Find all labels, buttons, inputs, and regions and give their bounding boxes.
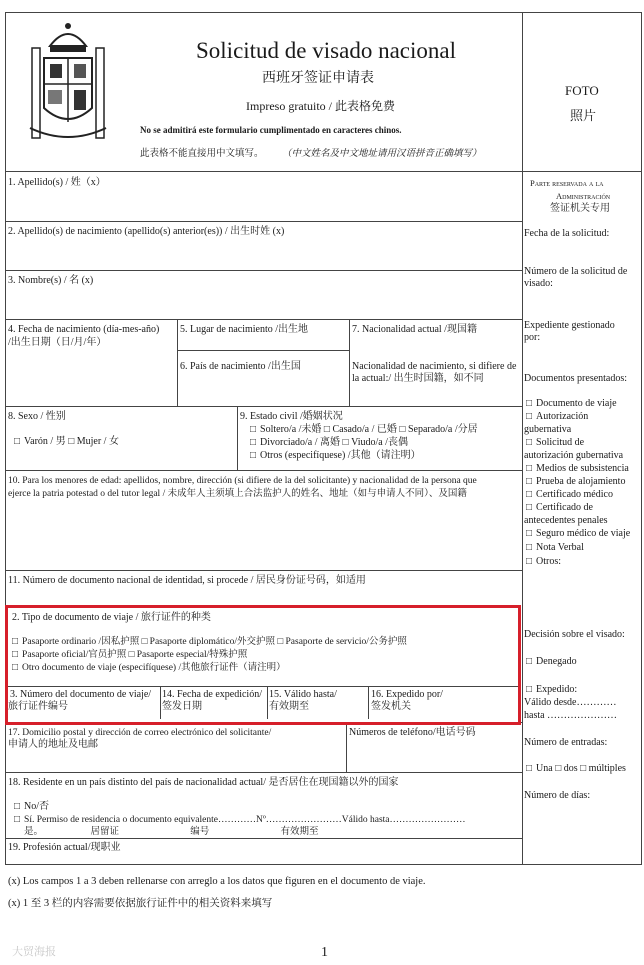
admin-doc-item[interactable]: □ Seguro médico de viaje (526, 528, 630, 540)
field-7-label: 7. Nacionalidad actual /现国籍 (352, 324, 477, 335)
field-7b-label-2: la actual:/ 出生时国籍，如不同 (352, 373, 484, 384)
warning-zh: 此表格不能直接用中文填写。 (140, 149, 264, 159)
photo-label-zh: 照片 (570, 108, 597, 123)
field-4-label: 4. Fecha de nacimiento (día-mes-año) (8, 324, 160, 335)
admin-documentos: Documentos presentados: (524, 373, 628, 384)
field-8-label: 8. Sexo / 性别 (8, 411, 66, 422)
admin-doc-item: antecedentes penales (524, 515, 608, 526)
admin-doc-item[interactable]: □ Certificado médico (526, 489, 613, 501)
admin-column-divider (522, 12, 523, 865)
row-divider (5, 838, 522, 839)
col-divider (349, 319, 350, 406)
row-divider (5, 406, 522, 407)
admin-doc-item[interactable]: □ Medios de subsistencia (526, 463, 629, 475)
field-16-label-zh: 签发机关 (371, 701, 411, 712)
form-title: Solicitud de visado nacional (196, 38, 456, 63)
field-17-label: 17. Domicilio postal y dirección de correo electrónico del solicitante/ (8, 728, 272, 738)
admin-doc-item[interactable]: □ Nota Verbal (526, 542, 584, 554)
field-10-label: 10. Para los menores de edad: apellidos, nombre, dirección (si difiere de la del solicitante) y nacionalidad de la persona que (8, 476, 477, 486)
admin-numero-2: visado: (524, 278, 553, 289)
field-4-label-zh: /出生日期（日/月/年） (8, 337, 107, 348)
row-divider (5, 319, 522, 320)
field-17-phone-label: Números de teléfono/电话号码 (349, 727, 476, 738)
header-divider (5, 171, 642, 172)
admin-doc-item: autorización gubernativa (524, 450, 624, 461)
row-divider (5, 470, 522, 471)
admin-title-2: Administración (556, 191, 611, 201)
travel-doc-row-divider (8, 686, 518, 687)
field-6-label: 6. País de nacimiento /出生国 (180, 361, 301, 372)
row-divider (5, 772, 522, 773)
field-18-si-zh: 是。 居留证 编号 有效期至 (24, 827, 319, 837)
field-18-si[interactable]: □ Sí. Permiso de residencia o documento equivalente…………Nº……………………Válido hasta…………………… (14, 814, 466, 826)
watermark: 大贸海报 (12, 946, 56, 958)
admin-doc-item[interactable]: □ Autorización (526, 411, 588, 423)
field-5-label: 5. Lugar de nacimiento /出生地 (180, 324, 309, 335)
admin-doc-item[interactable]: □ Documento de viaje (526, 398, 617, 410)
admin-title: Parte reservada a la (530, 178, 604, 188)
col-divider (267, 686, 268, 719)
admin-dias: Número de días: (524, 790, 591, 801)
field-16-label: 16. Expedido por/ (371, 689, 443, 700)
field-3b-label: 3. Número del documento de viaje/ (10, 689, 152, 700)
admin-denegado[interactable]: □ Denegado (526, 656, 577, 668)
admin-doc-item[interactable]: □ Certificado de (526, 502, 593, 514)
row-divider (5, 570, 522, 571)
admin-doc-item[interactable]: □ Solicitud de (526, 437, 584, 449)
field-2-label: 2. Apellido(s) de nacimiento (apellido(s) anterior(es)) / 出生时姓 (x) (8, 226, 285, 237)
field-3-label: 3. Nombre(s) / 名 (x) (8, 275, 94, 286)
field-18-label: 18. Residente en un país distinto del país de nacionalidad actual/ 是否居住在现国籍以外的国家 (8, 777, 399, 788)
field-9-label: 9. Estado civil /婚姻状况 (240, 411, 343, 422)
col-divider (177, 350, 349, 351)
admin-expediente-2: por: (524, 332, 541, 343)
coat-of-arms-icon (28, 18, 108, 148)
field-15-label: 15. Válido hasta/ (269, 689, 337, 700)
row-divider (5, 221, 522, 222)
field-19-label: 19. Profesión actual/现职业 (8, 842, 121, 853)
admin-numero: Número de la solicitud de (524, 266, 628, 277)
warning-es: No se admitirá este formulario cumplimentado en caracteres chinos. (140, 125, 402, 135)
col-divider (160, 686, 161, 719)
admin-expedido[interactable]: □ Expedido: (526, 684, 577, 696)
col-divider (237, 406, 238, 470)
admin-valido-desde: Válido desde………… (524, 697, 617, 708)
field-7b-label: Nacionalidad de nacimiento, si difiere de (352, 361, 517, 372)
form-title-zh: 西班牙签证申请表 (262, 71, 374, 86)
admin-hasta: hasta ………………… (524, 710, 618, 721)
admin-doc-item: gubernativa (524, 424, 572, 435)
col-divider (177, 319, 178, 406)
col-divider (346, 722, 347, 772)
field-9-options-3[interactable]: □ Otros (especifíquese) /其他（请注明） (250, 450, 421, 462)
travel-doc-type-options-1[interactable]: □ Pasaporte ordinario /因私护照 □ Pasaporte diplomático/外交护照 □ Pasaporte de servicio/公务护照 (12, 636, 407, 648)
row-divider (5, 270, 522, 271)
admin-decision: Decisión sobre el visado: (524, 629, 625, 640)
admin-title-zh: 签证机关专用 (550, 203, 610, 214)
travel-doc-type-options-3[interactable]: □ Otro documento de viaje (especifíquese) /其他旅行证件（请注明） (12, 662, 286, 674)
field-17-label-zh: 申请人的地址及电邮 (8, 739, 98, 750)
admin-entradas-opts[interactable]: □ Una □ dos □ múltiples (526, 763, 626, 775)
admin-doc-item[interactable]: □ Prueba de alojamiento (526, 476, 625, 488)
field-8-options[interactable]: □ Varón / 男 □ Mujer / 女 (14, 436, 119, 448)
field-11-label: 11. Número de documento nacional de identidad, si procede / 居民身份证号码，如适用 (8, 575, 366, 586)
admin-doc-item[interactable]: □ Otros: (526, 556, 561, 568)
field-10-label-2: ejerce la patria potestad o del tutor legal / 未成年人主须填上合法监护人的姓名、地址（如与申请人不同）、及国籍 (8, 489, 467, 499)
field-2b-label: 2. Tipo de documento de viaje / 旅行证件的种类 (12, 612, 211, 623)
admin-expediente: Expediente gestionado (524, 320, 615, 331)
field-18-no[interactable]: □ No/否 (14, 801, 49, 813)
field-3b-label-zh: 旅行证件编号 (8, 701, 68, 712)
col-divider (368, 686, 369, 719)
footer-note-es: (x) Los campos 1 a 3 deben rellenarse con arreglo a los datos que figuren en el documento de viaje. (8, 876, 426, 887)
footer-note-zh: (x) 1 至 3 栏的内容需要依据旅行证件中的相关资料来填写 (8, 898, 273, 909)
admin-entradas: Número de entradas: (524, 737, 608, 748)
field-15-label-zh: 有效期至 (269, 701, 309, 712)
admin-fecha: Fecha de la solicitud: (524, 228, 610, 239)
field-14-label-zh: 签发日期 (162, 701, 202, 712)
field-1-label: 1. Apellido(s) / 姓（x） (8, 177, 106, 188)
travel-doc-type-options-2[interactable]: □ Pasaporte oficial/官员护照 □ Pasaporte especial/特殊护照 (12, 649, 247, 661)
warning-zh-note: （中文姓名及中文地址请用汉语拼音正确填写） (282, 149, 482, 159)
photo-label: FOTO (565, 83, 599, 98)
field-9-options-1[interactable]: □ Soltero/a /未婚 □ Casado/a / 已婚 □ Separado/a /分居 (250, 424, 478, 436)
field-14-label: 14. Fecha de expedición/ (162, 689, 262, 700)
page-number: 1 (321, 945, 328, 960)
field-9-options-2[interactable]: □ Divorciado/a / 离婚 □ Viudo/a /丧偶 (250, 437, 408, 449)
free-note: Impreso gratuito / 此表格免费 (246, 99, 395, 113)
